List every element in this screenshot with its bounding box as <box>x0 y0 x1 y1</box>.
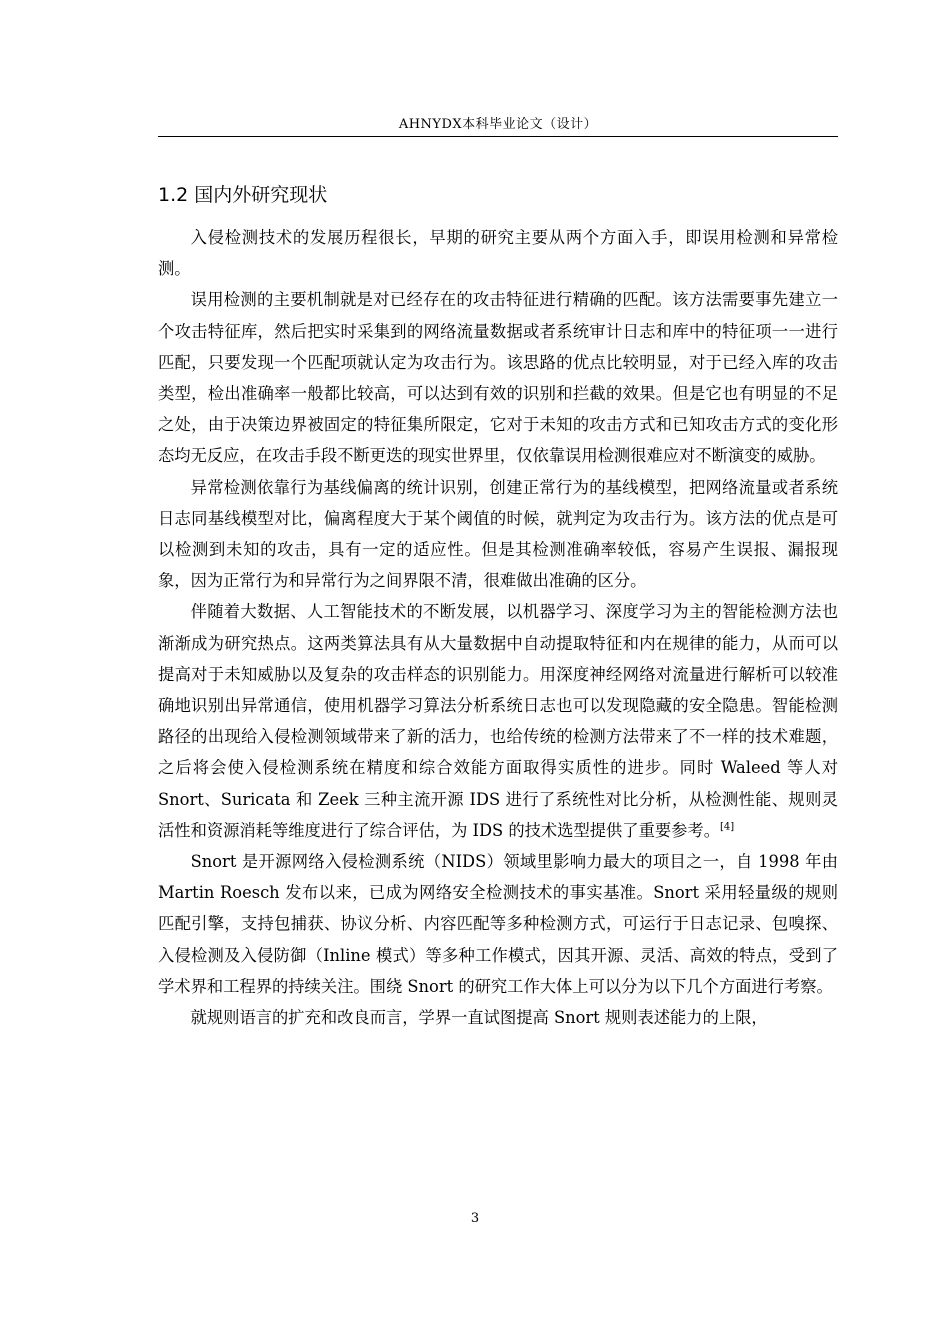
paragraph-1 <box>158 222 838 284</box>
paragraph-text: 入侵检测技术的发展历程很长，早期的研究主要从两个方面入手，即误用检测和异常检测。 <box>158 228 838 279</box>
header-rule <box>158 136 838 137</box>
paragraph-text: 就规则语言的扩充和改良而言，学界一直试图提高 Snort 规则表述能力的上限， <box>190 1008 768 1028</box>
paragraph-3 <box>158 472 838 597</box>
paragraph-text: 异常检测依靠行为基线偏离的统计识别，创建正常行为的基线模型，把网络流量或者系统日志同基线模型对比，偏离程度大于某个阈值的时候，就判定为攻击行为。该方法的优点是可以检测到未知的攻击，具有一定的适应性。但是其检测准确率较低，容易产生误报、漏报现象，因为正常行为和异常行为之间界限不清，很难做出准确的区分。 <box>158 477 838 591</box>
citation-marker[interactable]: [4] <box>720 821 735 833</box>
paragraph-text: 误用检测的主要机制就是对已经存在的攻击特征进行精确的匹配。该方法需要事先建立一个攻击特征库，然后把实时采集到的网络流量数据或者系统审计日志和库中的特征项一一进行匹配，只要发现一个匹配项就认定为攻击行为。该思路的优点比较明显，对于已经入库的攻击类型，检出准确率一般都比较高，可以达到有效的识别和拦截的效果。但是它也有明显的不足之处，由于决策边界被固定的特征集所限定，它对于未知的攻击方式和已知攻击方式的变化形态均无反应，在攻击手段不断更迭的现实世界里，仅依靠误用检测很难应对不断演变的威胁。 <box>158 290 838 466</box>
paragraph-text: Snort 是开源网络入侵检测系统（NIDS）领域里影响力最大的项目之一，自 1998 年由 Martin Roesch 发布以来，已成为网络安全检测技术的事实基准。Snort 采用轻量级的规则匹配引擎，支持包捕获、协议分析、内容匹配等多种检测方式，可运行于日志记录、包嗅探、入侵检测及入侵防御（Inline 模式）等多种工作模式，因其开源、灵活、高效的特点，受到了学术界和工程界的持续关注。围绕 Snort 的研究工作大体上可以分为以下几个方面进行考察。 <box>158 852 838 996</box>
paragraph-4 <box>158 596 838 846</box>
section-title: 1.2 国内外研究现状 <box>158 184 328 206</box>
paragraph-5 <box>158 846 838 1002</box>
paragraph-2 <box>158 284 838 471</box>
page-number: 3 <box>470 1211 480 1226</box>
paragraph-6 <box>158 1002 838 1033</box>
body-text <box>158 222 838 1033</box>
paragraph-text: 伴随着大数据、人工智能技术的不断发展，以机器学习、深度学习为主的智能检测方法也渐渐成为研究热点。这两类算法具有从大量数据中自动提取特征和内在规律的能力，从而可以提高对于未知威胁以及复杂的攻击样态的识别能力。用深度神经网络对流量进行解析可以较准确地识别出异常通信，使用机器学习算法分析系统日志也可以发现隐藏的安全隐患。智能检测路径的出现给入侵检测领域带来了新的活力，也给传统的检测方法带来了不一样的技术难题，之后将会使入侵检测系统在精度和综合效能方面取得实质性的进步。同时 Waleed 等人对 Snort、Suricata 和 Zeek 三种主流开源 IDS 进行了系统性对比分析，从检测性能、规则灵活性和资源消耗等维度进行了综合评估，为 IDS 的技术选型提供了重要参考。 <box>158 602 838 840</box>
page-header: AHNYDX本科毕业论文（设计） <box>398 117 598 132</box>
